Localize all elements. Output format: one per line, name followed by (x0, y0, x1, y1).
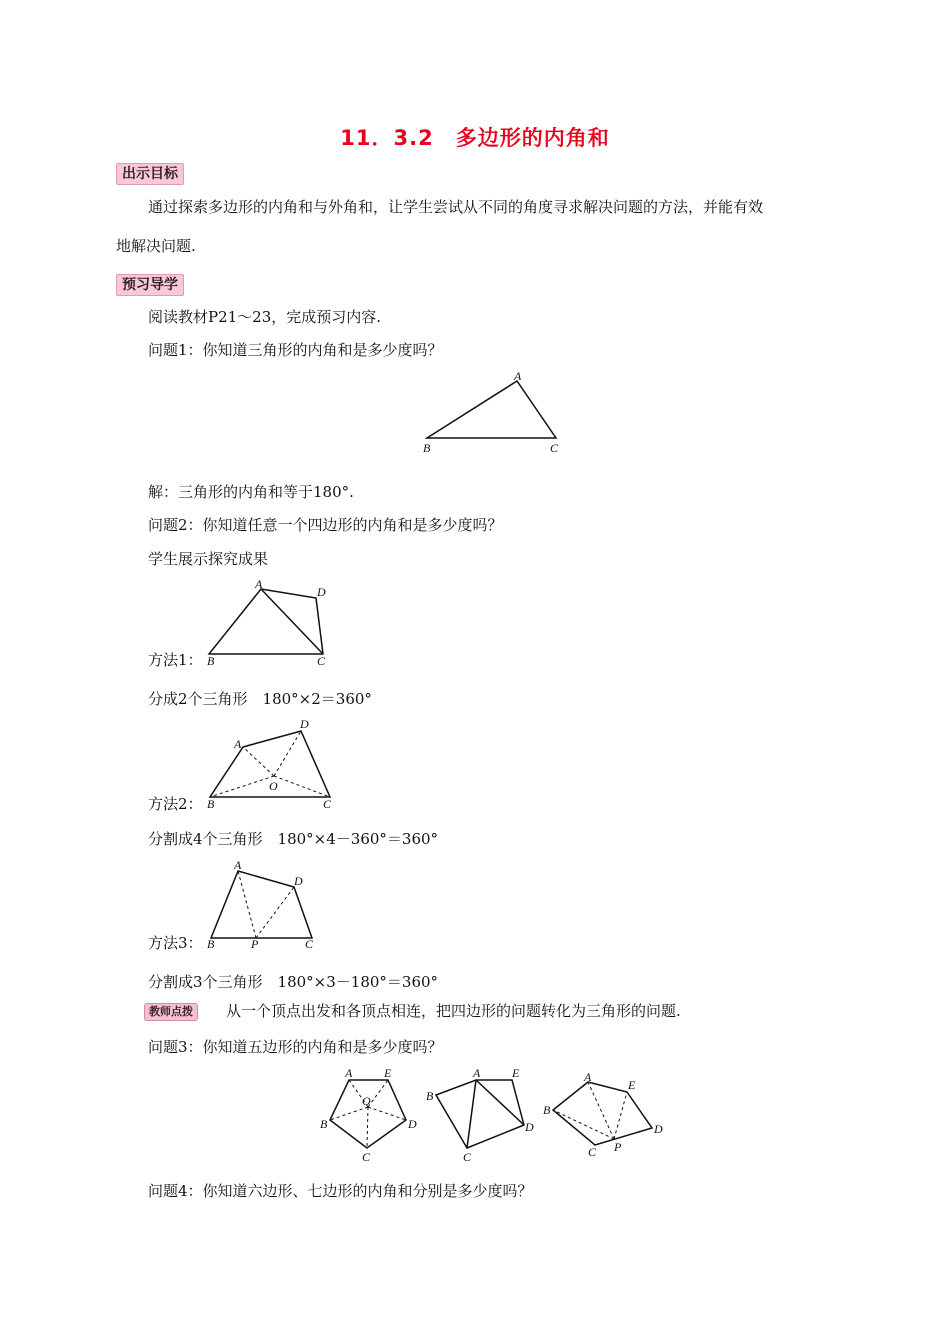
label-p: P (614, 1140, 622, 1154)
label-d: D (317, 585, 326, 599)
label-d: D (654, 1122, 663, 1136)
label-c: C (550, 441, 559, 455)
label-b: B (207, 937, 215, 951)
goal-text-line2: 地解决问题. (116, 237, 196, 255)
label-d: D (408, 1117, 417, 1131)
method-2-result: 分割成4个三角形 180°×4－360°＝360° (148, 830, 439, 848)
label-c: C (362, 1150, 371, 1164)
question-4: 问题4：你知道六边形、七边形的内角和分别是多少度吗？ (148, 1182, 533, 1200)
method-3-result: 分割成3个三角形 180°×3－180°＝360° (148, 973, 439, 991)
section-tag-goal: 出示目标 (116, 163, 184, 185)
label-a: A (345, 1066, 353, 1080)
answer-1: 解：三角形的内角和等于180°. (148, 483, 354, 501)
section-tag-preview: 预习导学 (116, 274, 184, 296)
method-2-label: 方法2： (148, 795, 203, 813)
question-3: 问题3：你知道五边形的内角和是多少度吗？ (148, 1038, 443, 1056)
label-b: B (207, 797, 215, 811)
label-e: E (512, 1066, 520, 1080)
label-a: A (234, 737, 242, 751)
label-a: A (584, 1070, 592, 1084)
label-c: C (317, 654, 326, 668)
label-o: O (269, 779, 278, 793)
preview-intro: 阅读教材P21～23，完成预习内容. (148, 308, 382, 326)
label-d: D (294, 874, 303, 888)
teacher-tip-badge: 教师点拨 (144, 1003, 198, 1021)
label-a: A (514, 369, 522, 383)
student-show: 学生展示探究成果 (148, 550, 269, 568)
question-1: 问题1：你知道三角形的内角和是多少度吗？ (148, 341, 443, 359)
label-c: C (305, 937, 314, 951)
question-2: 问题2：你知道任意一个四边形的内角和是多少度吗？ (148, 516, 503, 534)
goal-text-line1: 通过探索多边形的内角和与外角和，让学生尝试从不同的角度寻求解决问题的方法，并能有效 (148, 198, 764, 216)
label-d: D (525, 1120, 534, 1134)
label-a: A (473, 1066, 481, 1080)
label-c: C (588, 1145, 597, 1159)
method-3-label: 方法3： (148, 934, 203, 952)
label-d: D (300, 717, 309, 731)
method-1-label: 方法1： (148, 651, 203, 669)
label-a: A (255, 577, 263, 591)
teacher-tip-text: 从一个顶点出发和各顶点相连，把四边形的问题转化为三角形的问题. (226, 1002, 681, 1020)
label-o: O (362, 1094, 371, 1108)
label-b: B (426, 1089, 434, 1103)
label-b: B (423, 441, 431, 455)
label-e: E (384, 1066, 392, 1080)
label-c: C (323, 797, 332, 811)
label-b: B (543, 1103, 551, 1117)
label-c: C (463, 1150, 472, 1164)
label-b: B (207, 654, 215, 668)
label-b: B (320, 1117, 328, 1131)
label-e: E (628, 1078, 636, 1092)
method-1-result: 分成2个三角形 180°×2＝360° (148, 690, 372, 708)
label-a: A (234, 858, 242, 872)
page-title: 11．3.2 多边形的内角和 (340, 126, 610, 150)
label-p: P (251, 937, 259, 951)
